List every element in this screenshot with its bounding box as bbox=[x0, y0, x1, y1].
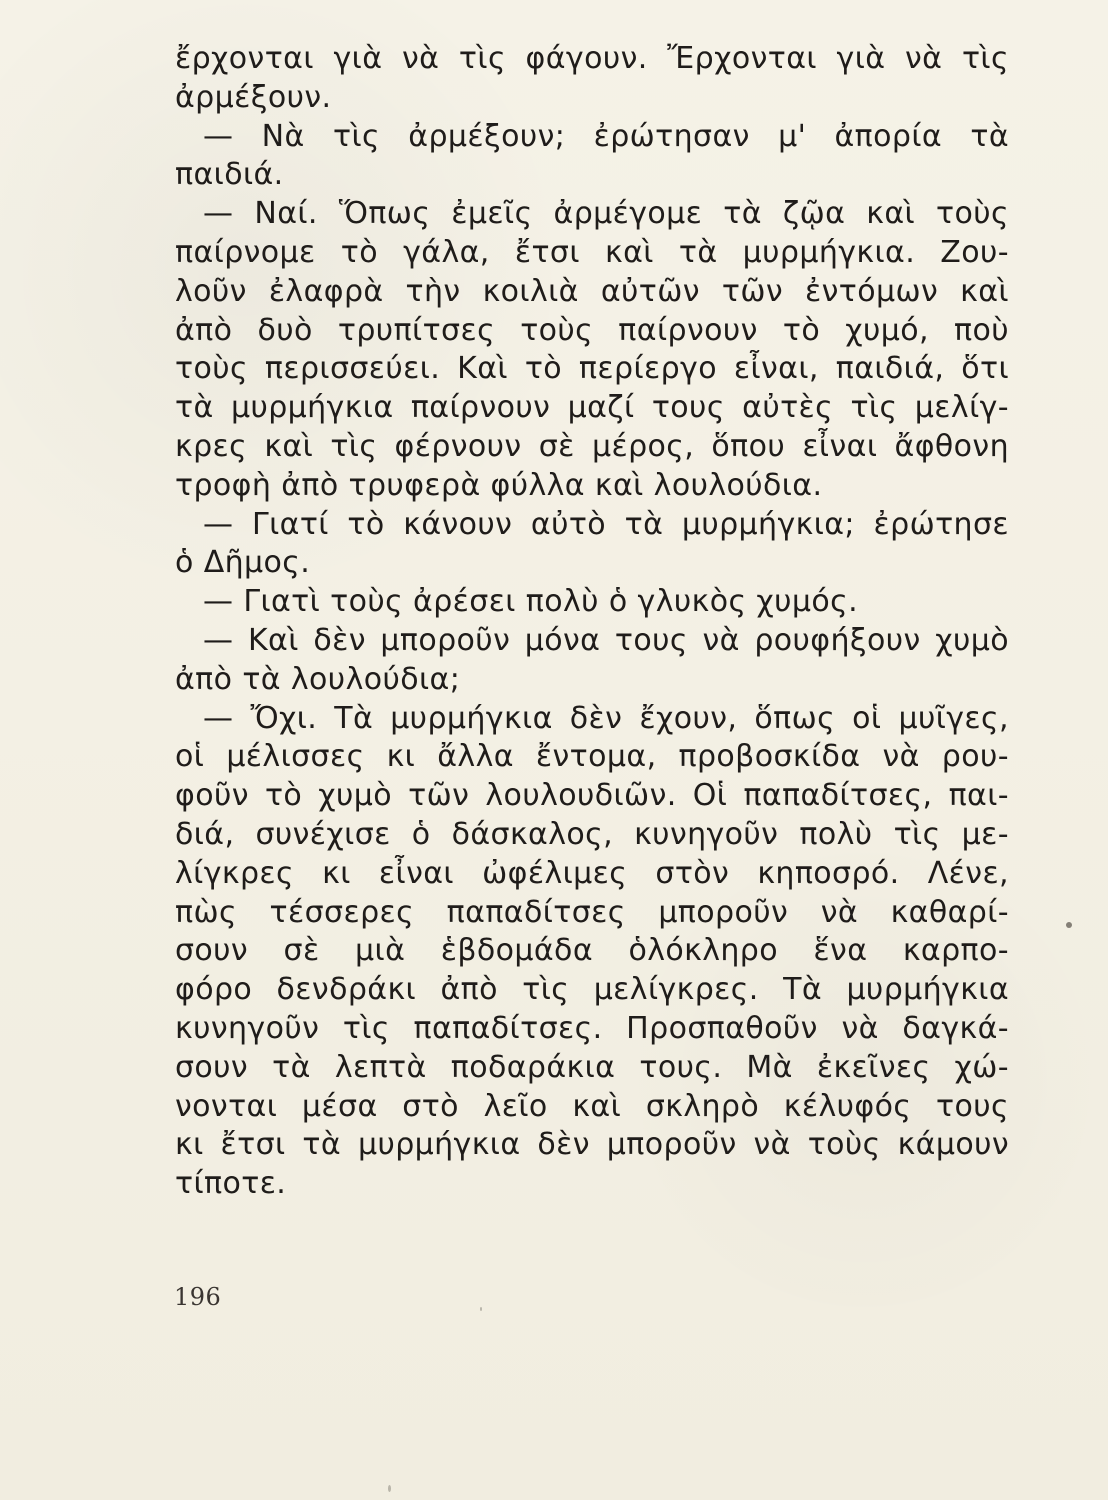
text-line: — Ναί. Ὅπως ἐμεῖς ἀρμέγομε τὰ ζῷα καὶ τοὺς bbox=[203, 196, 1009, 232]
text-line: κι ἔτσι τὰ μυρμήγκια δὲν μποροῦν νὰ τοὺς κάμουν bbox=[175, 1127, 1009, 1163]
text-line: ὁ Δῆμος. bbox=[175, 545, 311, 581]
page-number: 196 bbox=[174, 1283, 222, 1311]
paragraph-3 bbox=[175, 195, 1009, 505]
text-line: ἀπὸ δυὸ τρυπίτσες τοὺς παίρνουν τὸ χυμό, ποὺ bbox=[175, 312, 1009, 348]
paragraph-2 bbox=[175, 118, 1009, 196]
body-text bbox=[175, 40, 1009, 1204]
print-speck bbox=[480, 1307, 482, 1311]
text-line: τοὺς περισσεύει. Καὶ τὸ περίεργο εἶναι, παιδιά, ὅτι bbox=[175, 351, 1009, 387]
text-line: κρες καὶ τὶς φέρνουν σὲ μέρος, ὅπου εἶναι ἄφθονη bbox=[175, 428, 1009, 464]
text-line: σουν σὲ μιὰ ἑβδομάδα ὁλόκληρο ἕνα καρπο- bbox=[175, 933, 1009, 969]
text-line: τροφὴ ἀπὸ τρυφερὰ φύλλα καὶ λουλούδια. bbox=[175, 467, 823, 503]
text-line: πὼς τέσσερες παπαδίτσες μποροῦν νὰ καθαρί- bbox=[175, 894, 1009, 930]
text-line: τίποτε. bbox=[175, 1166, 287, 1202]
text-line: παιδιά. bbox=[175, 157, 284, 193]
text-line: κυνηγοῦν τὶς παπαδίτσες. Προσπαθοῦν νὰ δαγκά- bbox=[175, 1010, 1009, 1046]
paragraph-5 bbox=[175, 583, 1009, 622]
text-line: ἀρμέξουν. bbox=[175, 79, 332, 115]
text-line: φόρο δενδράκι ἀπὸ τὶς μελίγκρες. Τὰ μυρμήγκια bbox=[175, 972, 1009, 1008]
text-line: νονται μέσα στὸ λεῖο καὶ σκληρὸ κέλυφός τους bbox=[175, 1088, 1009, 1124]
text-line: ἀπὸ τὰ λουλούδια; bbox=[175, 661, 461, 697]
text-line: διά, συνέχισε ὁ δάσκαλος, κυνηγοῦν πολὺ τὶς με- bbox=[175, 816, 1009, 852]
text-line: σουν τὰ λεπτὰ ποδαράκια τους. Μὰ ἐκεῖνες χώ- bbox=[175, 1049, 1009, 1085]
text-line: — Ὄχι. Τὰ μυρμήγκια δὲν ἔχουν, ὅπως οἱ μυῖγες, bbox=[203, 700, 1009, 736]
text-line: οἱ μέλισσες κι ἄλλα ἔντομα, προβοσκίδα νὰ ρου- bbox=[175, 739, 1009, 775]
print-speck bbox=[1066, 922, 1072, 928]
paragraph-7 bbox=[175, 700, 1009, 1204]
text-line: παίρνομε τὸ γάλα, ἔτσι καὶ τὰ μυρμήγκια. Ζου- bbox=[175, 234, 1009, 270]
text-line: φοῦν τὸ χυμὸ τῶν λουλουδιῶν. Οἱ παπαδίτσες, παι- bbox=[175, 778, 1009, 814]
text-line: τὰ μυρμήγκια παίρνουν μαζί τους αὐτὲς τὶς μελίγ- bbox=[175, 390, 1009, 426]
paragraph-1 bbox=[175, 40, 1009, 118]
text-line: — Γιατὶ τοὺς ἀρέσει πολὺ ὁ γλυκὸς χυμός. bbox=[203, 584, 859, 620]
print-speck bbox=[388, 1485, 391, 1492]
text-line: — Νὰ τὶς ἀρμέξουν; ἐρώτησαν μ' ἀπορία τὰ bbox=[203, 118, 1009, 154]
text-line: — Γιατί τὸ κάνουν αὐτὸ τὰ μυρμήγκια; ἐρώτησε bbox=[203, 506, 1009, 542]
text-line: λοῦν ἐλαφρὰ τὴν κοιλιὰ αὐτῶν τῶν ἐντόμων καὶ bbox=[175, 273, 1009, 309]
paragraph-4 bbox=[175, 506, 1009, 584]
text-line: — Καὶ δὲν μποροῦν μόνα τους νὰ ρουφήξουν χυμὸ bbox=[203, 622, 1009, 658]
text-line: ἔρχονται γιὰ νὰ τὶς φάγουν. Ἔρχονται γιὰ νὰ τὶς bbox=[175, 41, 1009, 76]
text-line: λίγκρες κι εἶναι ὠφέλιμες στὸν κηποσρό. Λένε, bbox=[175, 855, 1009, 891]
paragraph-6 bbox=[175, 622, 1009, 700]
